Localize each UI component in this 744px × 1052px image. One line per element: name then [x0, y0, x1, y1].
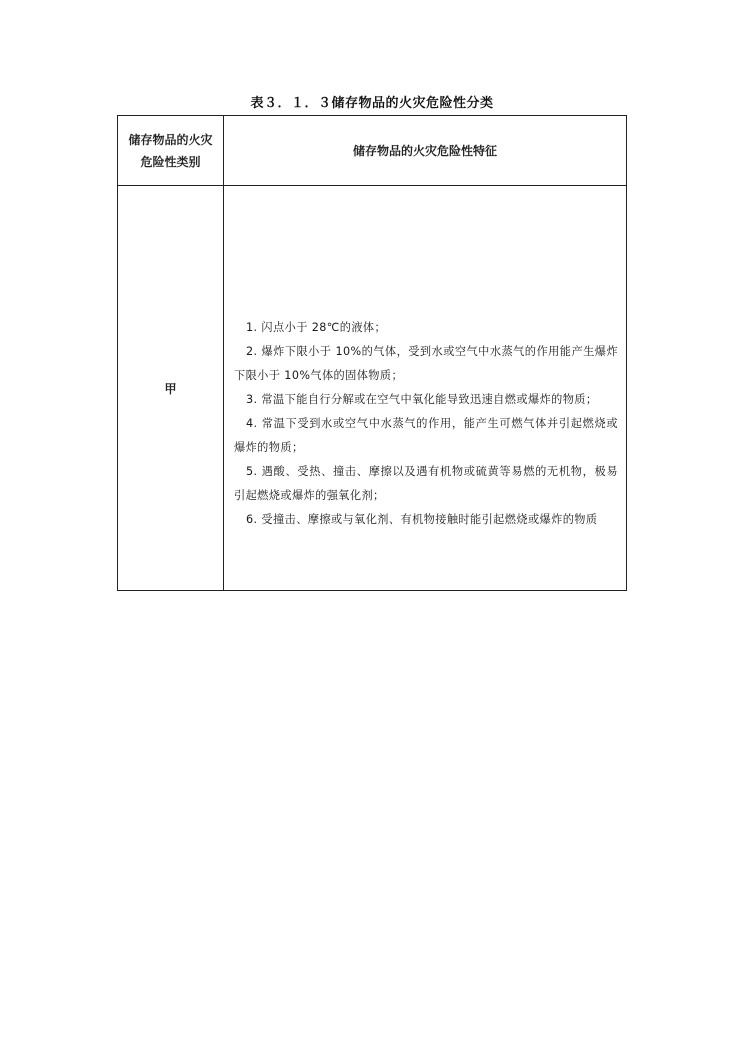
table-header-row — [118, 116, 627, 186]
feature-item-5: 5. 遇酸、受热、撞击、摩擦以及遇有机物或硫黄等易燃的无机物，极易引起燃烧或爆炸的强氧化剂； — [234, 465, 618, 502]
feature-item-2: 2. 爆炸下限小于 10%的气体，受到水或空气中水蒸气的作用能产生爆炸下限小于 10%气体的固体物质； — [234, 345, 618, 382]
features-cell — [224, 186, 627, 591]
feature-item-1: 1. 闪点小于 28℃的液体； — [246, 321, 387, 334]
header-category-line1: 储存物品的火灾 — [128, 132, 213, 147]
feature-item-3: 3. 常温下能自行分解或在空气中氧化能导致迅速自燃或爆炸的物质； — [246, 393, 598, 406]
header-category-line2: 危险性类别 — [140, 154, 201, 169]
feature-item-6: 6. 受撞击、摩擦或与氧化剂、有机物接触时能引起燃烧或爆炸的物质 — [246, 513, 598, 526]
category-cell: 甲 — [118, 186, 224, 591]
feature-list — [224, 244, 626, 532]
table-title: 表３．１．３储存物品的火灾危险性分类 — [250, 96, 494, 111]
header-category-cell — [118, 116, 224, 186]
fire-hazard-table — [117, 115, 627, 591]
table-row — [118, 186, 627, 591]
header-features-cell: 储存物品的火灾危险性特征 — [224, 116, 627, 186]
feature-item-4: 4. 常温下受到水或空气中水蒸气的作用，能产生可燃气体并引起燃烧或爆炸的物质； — [234, 417, 618, 454]
